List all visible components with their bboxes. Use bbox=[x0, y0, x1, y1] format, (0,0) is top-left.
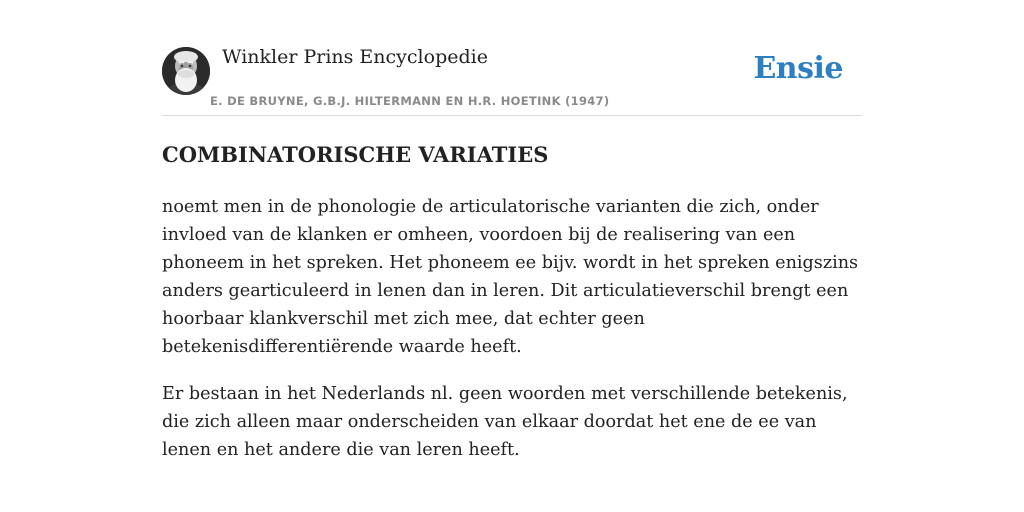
page-container bbox=[162, 0, 862, 460]
source-header bbox=[162, 0, 862, 116]
article-title: COMBINATORISCHE VARIATIES bbox=[162, 142, 549, 167]
article-body bbox=[162, 193, 862, 483]
bearded-man-portrait-icon[interactable] bbox=[162, 47, 210, 95]
ensie-logo[interactable]: Ensie bbox=[753, 51, 843, 86]
source-authors: E. DE BRUYNE, G.B.J. HILTERMANN EN H.R. HOETINK (1947) bbox=[210, 94, 610, 108]
article-paragraph: Er bestaan in het Nederlands nl. geen woorden met verschillende betekenis, die zich alleen maar onderscheiden van elkaar doordat het ene de ee van lenen en het andere die van leren heeft. bbox=[162, 384, 848, 460]
article-paragraph: noemt men in de phonologie de articulatorische varianten die zich, onder invloed van de klanken er omheen, voordoen bij de realisering van een phoneem in het spreken. Het phoneem ee bijv. wordt in het spreken enigszins anders gearticuleerd in lenen dan in leren. Dit articulatieverschil brengt een hoorbaar klankverschil met zich mee, dat echter geen betekenisdifferentiërende waarde heeft. bbox=[162, 197, 859, 357]
source-title[interactable]: Winkler Prins Encyclopedie bbox=[222, 46, 488, 68]
